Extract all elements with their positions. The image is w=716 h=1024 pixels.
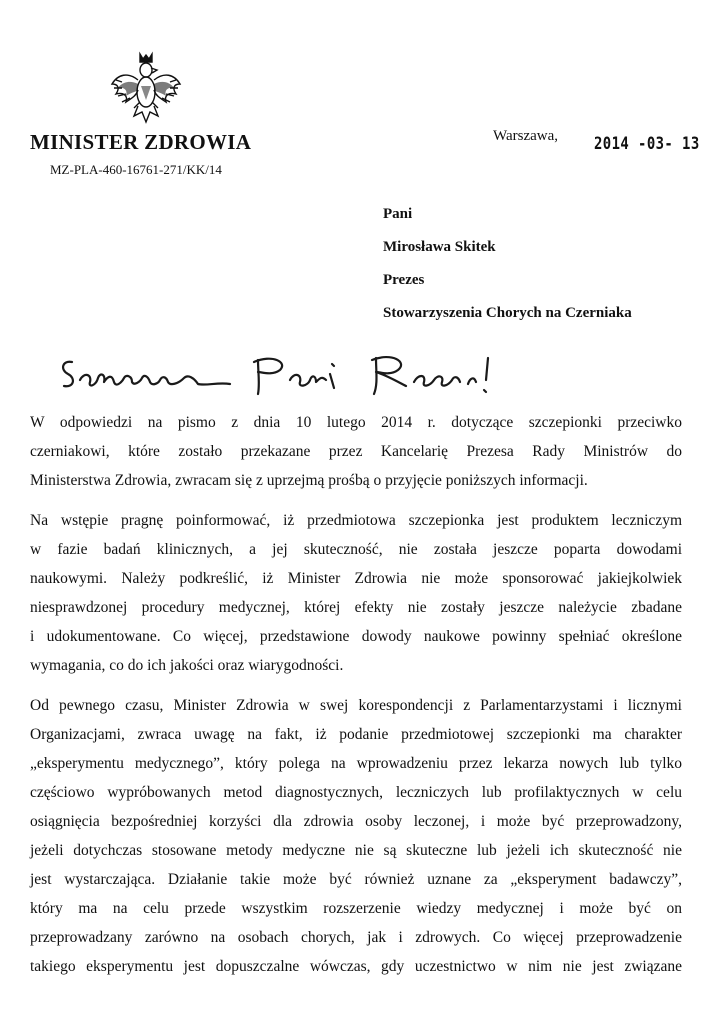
body-line: przeprowadzany zarówno na osobach chorych, jak i zdrowych. Co więcej przeprowadzenie [30,929,682,946]
polish-eagle-emblem [108,50,184,126]
reference-number: MZ-PLA-460-16761-271/KK/14 [50,162,222,177]
body-line: takiego eksperymentu jest dopuszczalne wówczas, gdy uczestnictwo w nim nie jest związane [30,958,682,975]
date-stamp: 2014 -03- 13 [594,134,700,154]
body-line: Na wstępie pragnę poinformować, iż przedmiotowa szczepionka jest produktem leczniczym [30,512,682,529]
body-line: wymagania, co do ich jakości oraz wiarygodności. [30,657,344,674]
body-line: osiągnięcia bezpośredniej korzyści dla zdrowia osoby leczonej, i może być przeprowadzony, [30,813,682,830]
body-line: jeżeli dotychczas stosowane metody medyczne nie są skuteczne lub jeżeli ich skuteczność nie [30,842,682,859]
recipient-block [383,204,632,336]
paragraph-2 [30,506,682,680]
body-line: częściowo wypróbowanych metod diagnostycznych, leczniczych lub profilaktycznych w celu [30,784,682,801]
recipient-name: Mirosława Skitek [383,239,496,255]
paragraph-1 [30,408,682,495]
body-line: niesprawdzonej procedury medycznej, której efekty nie zostały jeszcze należycie zbadane [30,599,682,616]
body-line: Ministerstwa Zdrowia, zwracam się z uprzejmą prośbą o przyjęcie poniższych informacji. [30,472,588,489]
recipient-salutation: Pani [383,206,413,222]
body-line: który ma na celu przede wszystkim rozszerzenie wiedzy medycznej i może być on [30,900,682,917]
recipient-position: Prezes [383,272,425,288]
body-line: Organizacjami, zwraca uwagę na fakt, iż podanie przedmiotowej szczepionki ma charakter [30,726,682,743]
handwritten-greeting [58,352,518,400]
body-line: jest wystarczająca. Działanie takie może być również uznane za „eksperyment badawczy”, [30,871,682,888]
body-line: naukowymi. Należy podkreślić, iż Minister Zdrowia nie może sponsorować jakiejkolwiek [30,570,682,587]
body-line: „eksperymentu medycznego”, który polega na wprowadzeniu przez lekarza nowych lub tylko [30,755,682,772]
body-line: w fazie badań klinicznych, a jej skuteczność, nie została jeszcze poparta dowodami [30,541,682,558]
recipient-organization: Stowarzyszenia Chorych na Czerniaka [383,305,632,321]
ministry-title: MINISTER ZDROWIA [30,130,252,154]
body-line: czerniakowi, które zostało przekazane przez Kancelarię Prezesa Rady Ministrów do [30,443,682,460]
place-label: Warszawa, [493,128,559,144]
body-line: Od pewnego czasu, Minister Zdrowia w swej korespondencji z Parlamentarzystami i licznymi [30,697,682,714]
letter-body [30,408,682,992]
body-line: i udokumentowane. Co więcej, przedstawione dowody naukowe powinny spełniać określone [30,628,682,645]
paragraph-3 [30,691,682,981]
body-line: W odpowiedzi na pismo z dnia 10 lutego 2014 r. dotyczące szczepionki przeciwko [30,414,682,431]
